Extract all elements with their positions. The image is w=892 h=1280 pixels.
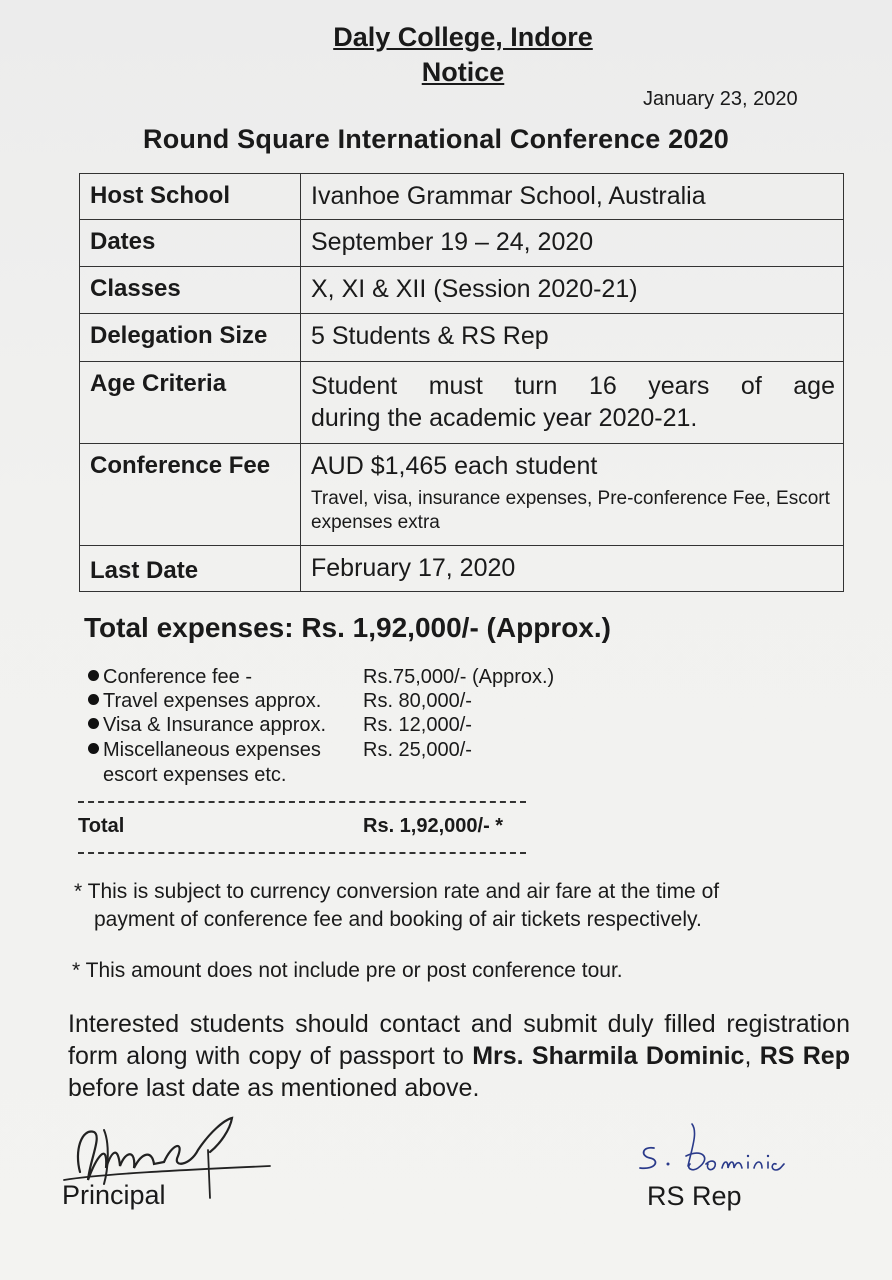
detail-value: February 17, 2020 — [301, 546, 844, 592]
detail-label: Last Date — [80, 546, 301, 592]
instruction-text: Interested students should contact and submit duly filled registration form along with copy of passport to — [68, 1010, 850, 1070]
notice-date: January 23, 2020 — [643, 88, 798, 110]
expense-label: Travel expenses approx. — [103, 690, 322, 712]
detail-label: Host School — [80, 174, 301, 220]
contact-name: Mrs. Sharmila Dominic — [472, 1042, 745, 1070]
dashed-divider — [78, 801, 526, 803]
expense-amount: Rs. 12,000/- — [363, 714, 472, 736]
detail-value — [301, 444, 844, 546]
bullet-icon — [88, 694, 99, 705]
conference-fee-note: Travel, visa, insurance expenses, Pre-conference Fee, Escort expenses extra — [311, 488, 830, 533]
table-row — [80, 546, 844, 592]
age-criteria-line-1: Student must turn 16 years of age — [311, 372, 835, 400]
expense-label-continued: escort expenses etc. — [103, 764, 287, 786]
detail-label: Classes — [80, 267, 301, 314]
detail-label: Dates — [80, 220, 301, 267]
table-row — [80, 362, 844, 444]
expense-label: Visa & Insurance approx. — [103, 714, 327, 736]
bullet-icon — [88, 743, 99, 754]
detail-value: X, XI & XII (Session 2020-21) — [301, 267, 844, 314]
dashed-divider — [78, 852, 526, 854]
rs-rep-label: RS Rep — [647, 1181, 742, 1211]
currency-note — [74, 878, 834, 934]
detail-label: Conference Fee — [80, 444, 301, 546]
bullet-icon — [88, 718, 99, 729]
age-criteria-line-2: during the academic year 2020-21. — [311, 404, 698, 432]
instruction-text: , — [744, 1042, 760, 1070]
total-label: Total — [78, 815, 125, 837]
expense-amount: Rs.75,000/- (Approx.) — [363, 666, 555, 688]
principal-label: Principal — [62, 1180, 166, 1210]
bullet-icon — [88, 670, 99, 681]
tour-note: * This amount does not include pre or post conference tour. — [72, 959, 623, 982]
table-row — [80, 220, 844, 267]
expense-label: Miscellaneous expenses — [103, 739, 321, 761]
expense-item — [88, 714, 326, 737]
expense-item — [88, 690, 321, 713]
total-expenses-heading: Total expenses: Rs. 1,92,000/- (Approx.) — [84, 612, 611, 643]
conference-title: Round Square International Conference 2020 — [143, 124, 730, 154]
detail-value — [301, 362, 844, 444]
college-heading: Daly College, Indore — [333, 22, 593, 52]
table-row — [80, 444, 844, 546]
detail-value: Ivanhoe Grammar School, Australia — [301, 174, 844, 220]
expense-item — [88, 666, 252, 689]
expense-item — [88, 739, 321, 762]
rs-rep-signature — [632, 1118, 802, 1178]
conference-details-table — [79, 173, 844, 592]
detail-value: 5 Students & RS Rep — [301, 314, 844, 362]
instruction-paragraph — [68, 1008, 850, 1104]
notice-heading: Notice — [421, 57, 505, 87]
expense-label: Conference fee - — [103, 666, 252, 688]
detail-label: Age Criteria — [80, 362, 301, 444]
expense-amount: Rs. 25,000/- — [363, 739, 472, 761]
contact-role: RS Rep — [759, 1042, 850, 1070]
detail-value: September 19 – 24, 2020 — [301, 220, 844, 267]
currency-note-line-1: * This is subject to currency conversion rate and air fare at the time of — [74, 880, 720, 903]
conference-fee-value: AUD $1,465 each student — [311, 452, 598, 480]
currency-note-line-2: payment of conference fee and booking of air tickets respectively. — [94, 908, 702, 931]
total-amount: Rs. 1,92,000/- * — [363, 815, 504, 837]
table-row — [80, 174, 844, 220]
table-row — [80, 267, 844, 314]
detail-label: Delegation Size — [80, 314, 301, 362]
instruction-text: before last date as mentioned above. — [68, 1074, 480, 1102]
expense-amount: Rs. 80,000/- — [363, 690, 472, 712]
table-row — [80, 314, 844, 362]
